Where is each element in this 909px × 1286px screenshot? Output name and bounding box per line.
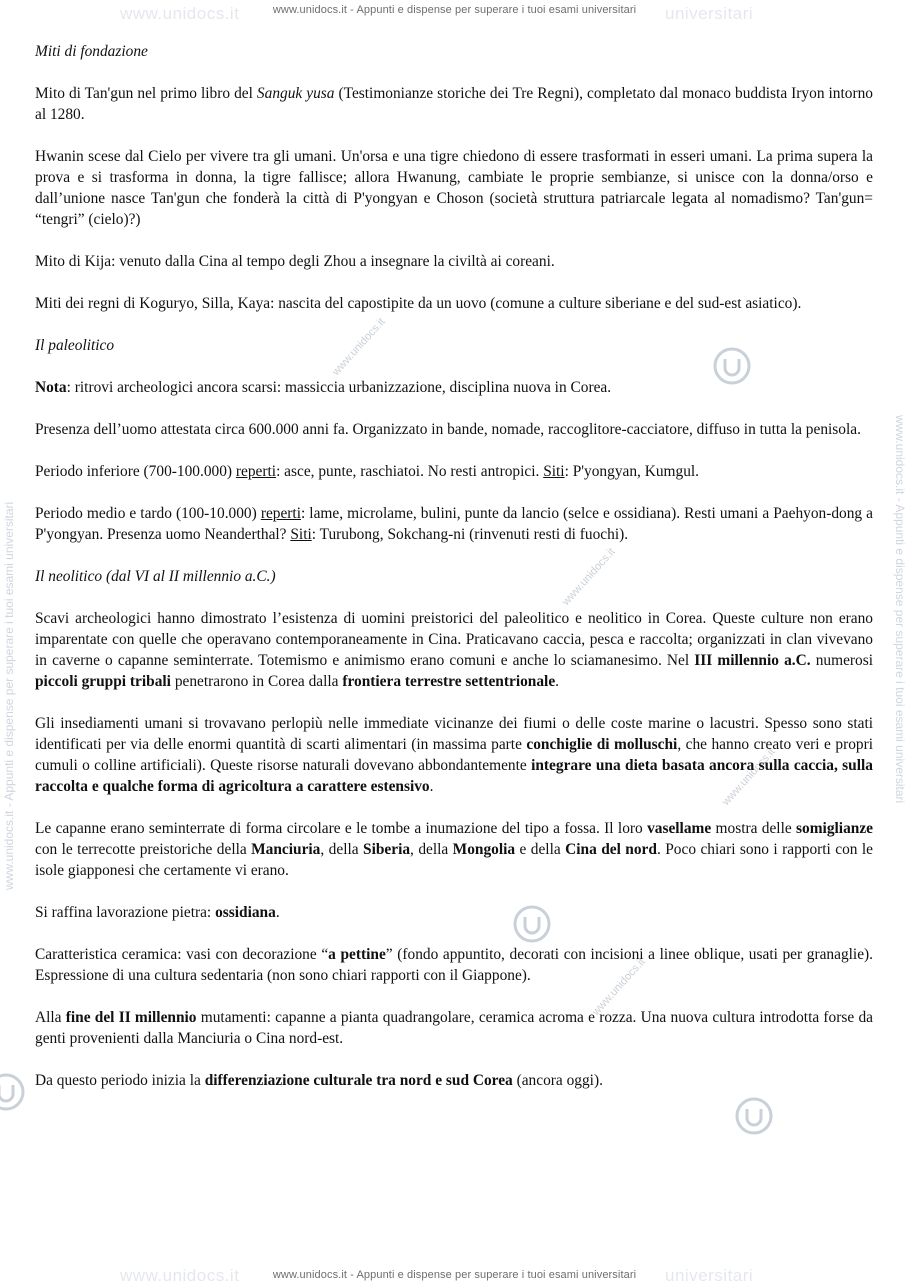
page-header: www.unidocs.it - Appunti e dispense per superare i tuoi esami universitari bbox=[272, 4, 637, 16]
text-run: Gli insediamenti umani si trovavano perlopiù nelle immediate vicinanze dei fiumi o delle coste marine o lacustri. Spesso sono stati identificati per via delle enormi quantità di scarti alimentari (in massima parte bbox=[35, 715, 873, 753]
underlined-label: Siti bbox=[543, 463, 565, 480]
text-run: Le capanne erano seminterrate di forma circolare e le tombe a inumazione del tipo a fossa. Il loro bbox=[35, 820, 648, 837]
text-run: (Testimonianze storiche dei Tre Regni), completato dal monaco buddista Iryon intorno al 1280. bbox=[35, 85, 873, 123]
text-run: mostra delle bbox=[711, 820, 797, 837]
bold-term: fine del II millennio bbox=[65, 1009, 197, 1026]
paragraph: Miti dei regni di Koguryo, Silla, Kaya: nascita del capostipite da un uovo (comune a culture siberiane e del sud-est asiatico). bbox=[35, 295, 802, 312]
watermark-diagonal: www.unidocs.it bbox=[560, 545, 618, 609]
text-run: : ritrovi archeologici ancora scarsi: massiccia urbanizzazione, disciplina nuova in Corea. bbox=[66, 379, 612, 396]
paragraph bbox=[35, 461, 873, 482]
paragraph bbox=[35, 1007, 873, 1049]
document-body bbox=[35, 41, 873, 1112]
paragraph: Mito di Kija: venuto dalla Cina al tempo degli Zhou a insegnare la civiltà ai coreani. bbox=[35, 253, 555, 270]
text-run: ” (fondo appuntito, decorati con incisioni a linee oblique, usati per granaglie). Espressione di una cultura sedentaria (non sono chiari rapporti con il Giappone). bbox=[35, 946, 873, 984]
text-run: : P'yongyan, Kumgul. bbox=[564, 463, 700, 480]
bold-term: Manciuria bbox=[251, 841, 321, 858]
text-run: Si raffina lavorazione pietra: bbox=[35, 904, 216, 921]
bold-term: vasellame bbox=[647, 820, 712, 837]
watermark-diagonal: www.unidocs.it bbox=[330, 315, 388, 379]
text-run: . bbox=[555, 673, 560, 690]
text-run: Caratteristica ceramica: vasi con decorazione “ bbox=[35, 946, 329, 963]
text-run: Periodo medio e tardo (100-10.000) bbox=[35, 505, 261, 522]
text-run: Periodo inferiore (700-100.000) bbox=[35, 463, 236, 480]
paragraph bbox=[35, 83, 873, 125]
text-run: . Poco chiari sono i rapporti con le isole giapponesi che certamente vi erano. bbox=[35, 841, 874, 879]
bold-term: ossidiana bbox=[215, 904, 276, 921]
text-run: Scavi archeologici hanno dimostrato l’esistenza di uomini preistorici del paleolitico e neolitico in Corea. Queste culture non erano imparentate con quelle che operavano contemporaneamente in Cina. Praticavano caccia, pesca e raccolta; organizzati in clan vivevano in caverne o capanne seminterrate. Totemismo e animismo erano comuni e anche lo sciamanesimo. Nel bbox=[35, 610, 873, 669]
text-run: , che hanno creato veri e propri cumuli o colline artificiali). Queste risorse naturali dovevano abbondantemente bbox=[35, 736, 873, 774]
paragraph bbox=[35, 944, 873, 986]
text-run: mutamenti: capanne a pianta quadrangolare, ceramica acroma e rozza. Una nuova cultura introdotta forse da genti provenienti dalla Manciuria o Cina nord-est. bbox=[35, 1009, 873, 1047]
text-run: : asce, punte, raschiatoi. No resti antropici. bbox=[276, 463, 544, 480]
bold-term: Cina del nord bbox=[565, 841, 657, 858]
bold-term: a pettine bbox=[328, 946, 386, 963]
paragraph: Hwanin scese dal Cielo per vivere tra gli umani. Un'orsa e una tigre chiedono di essere trasformati in esseri umani. La prima supera la prova e si trasforma in donna, la tigre fallisce; allora Hwanung, cambiate le proprie sembianze, si unisce con la donna/orso e dall’unione nasce Tan'gun che fonderà la città di P'yongyan e Choson (società struttura patriarcale legata al nomadismo? Tan'gun= “tengri” (cielo)?) bbox=[35, 148, 873, 228]
page-footer: www.unidocs.it - Appunti e dispense per superare i tuoi esami universitari bbox=[272, 1269, 637, 1281]
text-run: penetrarono in Corea dalla bbox=[170, 673, 343, 690]
text-run: , della bbox=[410, 841, 453, 858]
bold-term: integrare una dieta basata ancora sulla caccia, sulla raccolta e qualche forma di agricoltura a carattere estensivo bbox=[35, 757, 873, 795]
text-run: con le terrecotte preistoriche della bbox=[35, 841, 252, 858]
paragraph bbox=[35, 608, 873, 692]
book-title: Sanguk yusa bbox=[256, 85, 335, 102]
paragraph bbox=[35, 818, 873, 881]
paragraph bbox=[35, 377, 873, 398]
text-run: , della bbox=[320, 841, 364, 858]
text-run: . bbox=[429, 778, 434, 795]
text-run: e della bbox=[515, 841, 566, 858]
section-title-paleolitico: Il paleolitico bbox=[35, 337, 115, 354]
underlined-label: Siti bbox=[290, 526, 312, 543]
note-label: Nota bbox=[35, 379, 67, 396]
underlined-label: reperti bbox=[260, 505, 301, 522]
watermark-side-left: www.unidocs.it - Appunti e dispense per superare i tuoi esami universitari bbox=[2, 501, 16, 890]
bold-term: Siberia bbox=[363, 841, 411, 858]
bold-term: differenziazione culturale tra nord e sud Corea bbox=[204, 1072, 513, 1089]
paragraph bbox=[35, 902, 873, 923]
paragraph bbox=[35, 503, 873, 545]
text-run: Alla bbox=[35, 1009, 66, 1026]
unidocs-logo-icon bbox=[0, 1072, 26, 1112]
text-run: (ancora oggi). bbox=[512, 1072, 603, 1089]
watermark-diagonal: www.unidocs.it bbox=[590, 955, 648, 1019]
bold-term: somiglianze bbox=[796, 820, 873, 837]
bold-term: conchiglie di molluschi bbox=[526, 736, 678, 753]
watermark-top-left: www.unidocs.it bbox=[120, 4, 240, 23]
watermark-bottom-left: www.unidocs.it bbox=[120, 1266, 240, 1285]
underlined-label: reperti bbox=[235, 463, 277, 480]
text-run: numerosi bbox=[810, 652, 873, 669]
text-run: : lame, microlame, bulini, punte da lancio (selce e ossidiana). Resti umani a Paehyon-dong a P'yongyan. Presenza uomo Neanderthal? bbox=[35, 505, 874, 543]
text-run: Mito di Tan'gun nel primo libro del bbox=[35, 85, 257, 102]
paragraph: Presenza dell’uomo attestata circa 600.000 anni fa. Organizzato in bande, nomade, raccoglitore-cacciatore, diffuso in tutta la penisola. bbox=[35, 421, 861, 438]
bold-term: frontiera terrestre settentrionale bbox=[342, 673, 556, 690]
bold-term: piccoli gruppi tribali bbox=[35, 673, 171, 690]
paragraph bbox=[35, 713, 873, 797]
watermark-bottom-right: universitari bbox=[665, 1266, 754, 1285]
watermark-diagonal: www.unidocs.it bbox=[720, 745, 778, 809]
bold-term: Mongolia bbox=[452, 841, 516, 858]
text-run: : Turubong, Sokchang-ni (rinvenuti resti di fuochi). bbox=[311, 526, 629, 543]
section-title-miti: Miti di fondazione bbox=[35, 43, 148, 60]
paragraph bbox=[35, 1070, 873, 1091]
bold-term: III millennio a.C. bbox=[694, 652, 811, 669]
text-run: Da questo periodo inizia la bbox=[35, 1072, 205, 1089]
watermark-side-right: www.unidocs.it - Appunti e dispense per superare i tuoi esami universitari bbox=[893, 415, 907, 804]
text-run: . bbox=[275, 904, 280, 921]
watermark-top-right: universitari bbox=[665, 4, 754, 23]
section-title-neolitico: Il neolitico (dal VI al II millennio a.C.) bbox=[35, 568, 276, 585]
